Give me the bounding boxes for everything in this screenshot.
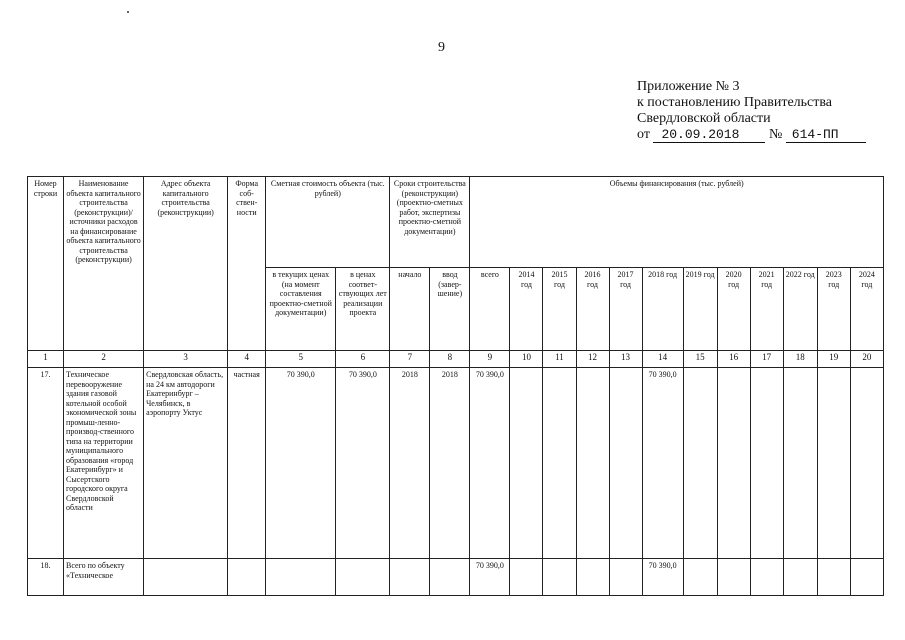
column-number: 1 <box>28 351 64 368</box>
year-cell <box>510 559 543 596</box>
header-term-start: начало <box>390 268 430 351</box>
term-start: 2018 <box>390 368 430 559</box>
header-year-2021: 2021 год <box>750 268 783 351</box>
scan-speck <box>127 11 129 13</box>
term-end <box>430 559 470 596</box>
number-prefix: № <box>768 127 783 142</box>
appendix-title: Приложение № 3 <box>637 79 740 94</box>
table-row <box>28 368 884 559</box>
column-number-row <box>28 351 884 368</box>
header-row-number: Номер строки <box>28 177 64 351</box>
column-number: 16 <box>717 351 750 368</box>
financing-2018: 70 390,0 <box>642 559 683 596</box>
row-number: 18. <box>28 559 64 596</box>
header-cost-relevant: в ценах соответ-ствующих лет реализации проекта <box>336 268 390 351</box>
year-cell <box>543 559 576 596</box>
object-address <box>144 559 228 596</box>
object-name: Всего по объекту «Техническое <box>64 559 144 596</box>
financing-table <box>27 176 884 596</box>
header-term-end: ввод (завер-шение) <box>430 268 470 351</box>
column-number: 12 <box>576 351 609 368</box>
term-start <box>390 559 430 596</box>
year-cell <box>683 559 717 596</box>
appendix-line-3: Свердловской области <box>637 111 771 126</box>
column-number: 5 <box>266 351 336 368</box>
cost-current <box>266 559 336 596</box>
year-cell <box>683 368 717 559</box>
header-year-2018: 2018 год <box>642 268 683 351</box>
ownership-form <box>228 559 266 596</box>
year-cell <box>717 559 750 596</box>
year-cell <box>576 368 609 559</box>
year-cell <box>850 368 883 559</box>
cost-relevant <box>336 559 390 596</box>
year-cell <box>576 559 609 596</box>
header-total: всего <box>470 268 510 351</box>
header-ownership: Форма соб-ствен-ности <box>228 177 266 351</box>
column-number: 15 <box>683 351 717 368</box>
header-terms: Сроки строительства (реконструкции) (проектно-сметных работ, экспертизы проектно-сметной документации) <box>390 177 470 268</box>
column-number: 9 <box>470 351 510 368</box>
column-number: 17 <box>750 351 783 368</box>
year-cell <box>609 559 642 596</box>
column-number: 10 <box>510 351 543 368</box>
financing-total: 70 390,0 <box>470 368 510 559</box>
ownership-form: частная <box>228 368 266 559</box>
financing-2018: 70 390,0 <box>642 368 683 559</box>
column-number: 11 <box>543 351 576 368</box>
year-cell <box>783 559 817 596</box>
header-year-2023: 2023 год <box>817 268 850 351</box>
header-year-2017: 2017 год <box>609 268 642 351</box>
column-number: 3 <box>144 351 228 368</box>
header-cost-current: в текущих ценах (на момент составления проектно-сметной документации) <box>266 268 336 351</box>
column-number: 13 <box>609 351 642 368</box>
resolution-date: 20.09.2018 <box>653 128 765 143</box>
year-cell <box>750 559 783 596</box>
term-end: 2018 <box>430 368 470 559</box>
header-year-2024: 2024 год <box>850 268 883 351</box>
financing-total: 70 390,0 <box>470 559 510 596</box>
year-cell <box>609 368 642 559</box>
page-number: 9 <box>438 40 445 55</box>
year-cell <box>510 368 543 559</box>
year-cell <box>750 368 783 559</box>
column-number: 8 <box>430 351 470 368</box>
column-number: 2 <box>64 351 144 368</box>
object-name: Техническое перевооружение здания газовой котельной особой экономической зоны промыш-ленно-производ-ственного типа на территории муниципального образования «город Екатеринбург» и Сысертского городского округа Свердловской области <box>64 368 144 559</box>
header-year-2020: 2020 год <box>717 268 750 351</box>
year-cell <box>717 368 750 559</box>
header-year-2022: 2022 год <box>783 268 817 351</box>
column-number: 4 <box>228 351 266 368</box>
appendix-line-2: к постановлению Правительства <box>637 95 833 110</box>
header-financing: Объемы финансирования (тыс. рублей) <box>470 177 884 268</box>
year-cell <box>850 559 883 596</box>
row-number: 17. <box>28 368 64 559</box>
year-cell <box>543 368 576 559</box>
table-row <box>28 559 884 596</box>
header-address: Адрес объекта капитального строительства (реконструкции) <box>144 177 228 351</box>
resolution-number: 614-ПП <box>786 128 866 143</box>
date-prefix: от <box>637 127 650 142</box>
header-year-2016: 2016 год <box>576 268 609 351</box>
header-object-name: Наименование объекта капитального строительства (реконструкции)/ источники расходов на финансирование объекта капитального строительства (реконструкции) <box>64 177 144 351</box>
appendix-date-line <box>637 127 866 143</box>
header-year-2014: 2014 год <box>510 268 543 351</box>
year-cell <box>817 559 850 596</box>
cost-relevant: 70 390,0 <box>336 368 390 559</box>
year-cell <box>817 368 850 559</box>
year-cell <box>783 368 817 559</box>
column-number: 14 <box>642 351 683 368</box>
cost-current: 70 390,0 <box>266 368 336 559</box>
appendix-block <box>637 79 866 143</box>
header-estimated-cost: Сметная стоимость объекта (тыс. рублей) <box>266 177 390 268</box>
column-number: 7 <box>390 351 430 368</box>
column-number: 19 <box>817 351 850 368</box>
header-year-2019: 2019 год <box>683 268 717 351</box>
column-number: 6 <box>336 351 390 368</box>
column-number: 18 <box>783 351 817 368</box>
object-address: Свердловская область, на 24 км автодороги Екатеринбург – Челябинск, в аэропорту Уктус <box>144 368 228 559</box>
header-year-2015: 2015 год <box>543 268 576 351</box>
column-number: 20 <box>850 351 883 368</box>
